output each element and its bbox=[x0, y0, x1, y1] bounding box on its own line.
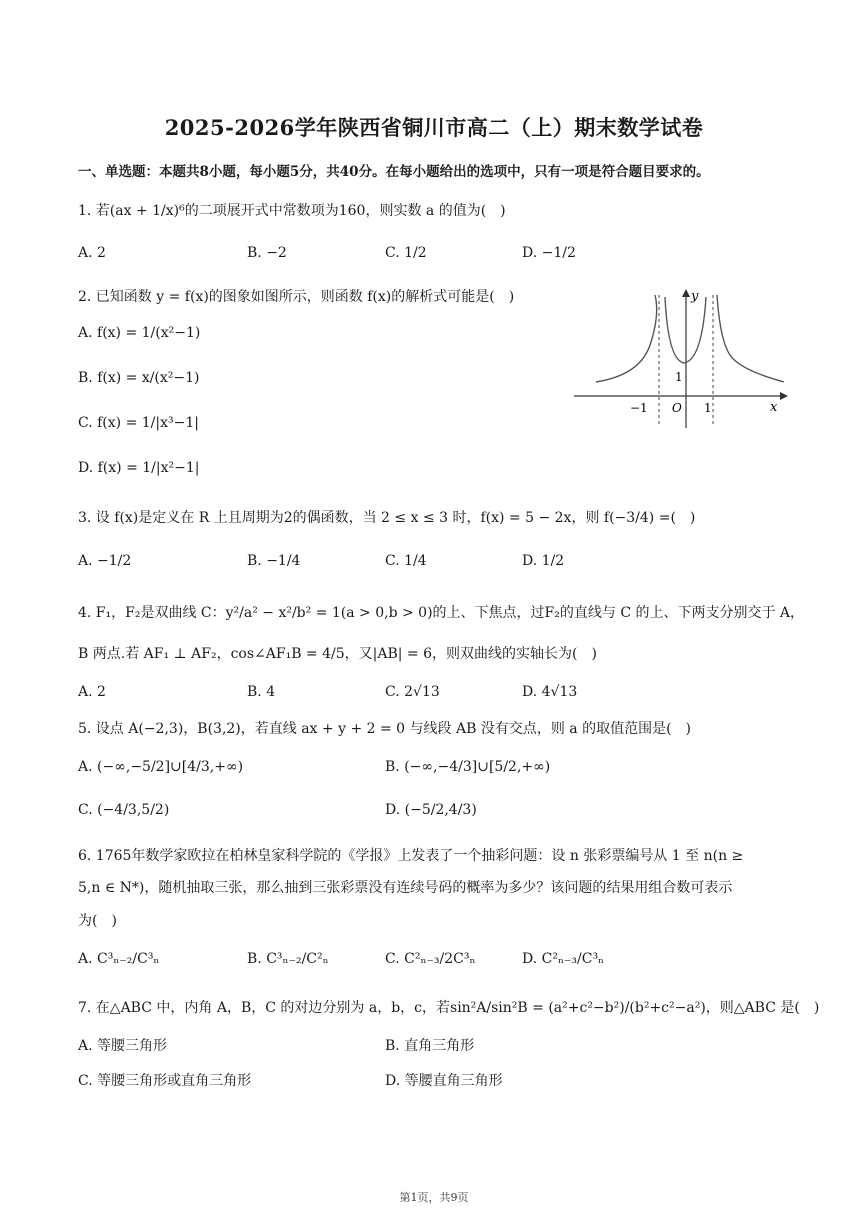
question-6-stem-line-2: 5,n ∈ N*)，随机抽取三张，那么抽到三张彩票没有连续号码的概率为多少？该问题的结果用组合数可表示 bbox=[78, 880, 733, 896]
one-y-label: 1 bbox=[675, 370, 683, 384]
question-5-option-b: B. (−∞,−4/3]∪[5/2,+∞) bbox=[385, 759, 551, 775]
x-axis-label: x bbox=[770, 400, 778, 415]
y-axis-label: y bbox=[691, 289, 699, 304]
curve-left-branch bbox=[596, 295, 657, 382]
question-3-option-b: B. −1/4 bbox=[247, 553, 301, 569]
function-graph bbox=[570, 285, 792, 430]
page-title: 2025-2026学年陕西省铜川市高二（上）期末数学试卷 bbox=[164, 115, 704, 140]
question-6-option-d: D. C²ₙ₋₃/C³ₙ bbox=[522, 951, 605, 967]
question-7-option-a: A. 等腰三角形 bbox=[78, 1038, 168, 1054]
question-7-option-c: C. 等腰三角形或直角三角形 bbox=[78, 1073, 252, 1089]
page-footer: 第1页，共9页 bbox=[399, 1191, 469, 1204]
question-4-stem-line-2: B 两点.若 AF₁ ⊥ AF₂，cos∠AF₁B = 4/5，又|AB| = 6，则双曲线的实轴长为( ) bbox=[78, 646, 597, 662]
question-5-stem: 5. 设点 A(−2,3)，B(3,2)，若直线 ax + y + 2 = 0 与线段 AB 没有交点，则 a 的取值范围是( ) bbox=[78, 721, 691, 737]
question-2-option-d: D. f(x) = 1/|x²−1| bbox=[78, 460, 200, 476]
question-6-option-a: A. C³ₙ₋₂/C³ₙ bbox=[78, 951, 160, 967]
question-4-stem-line-1: 4. F₁，F₂是双曲线 C：y²/a² − x²/b² = 1(a > 0,b > 0)的上、下焦点，过F₂的直线与 C 的上、下两支分别交于 A， bbox=[78, 605, 805, 621]
question-1-stem: 1. 若(ax + 1/x)⁶的二项展开式中常数项为160，则实数 a 的值为( ) bbox=[78, 203, 506, 219]
question-4-option-d: D. 4√13 bbox=[522, 684, 578, 700]
y-axis-arrow bbox=[682, 289, 690, 297]
question-3-option-a: A. −1/2 bbox=[78, 553, 132, 569]
question-3-stem: 3. 设 f(x)是定义在 R 上且周期为2的偶函数，当 2 ≤ x ≤ 3 时，f(x) = 5 − 2x，则 f(−3/4) =( ) bbox=[78, 510, 696, 526]
neg-one-label: −1 bbox=[630, 401, 648, 415]
question-5-option-d: D. (−5/2,4/3) bbox=[385, 802, 477, 818]
question-3-option-c: C. 1/4 bbox=[385, 553, 427, 569]
question-6-stem-line-1: 6. 1765年数学家欧拉在柏林皇家科学院的《学报》上发表了一个抽彩问题：设 n 张彩票编号从 1 至 n(n ≥ bbox=[78, 848, 744, 864]
question-1-option-b: B. −2 bbox=[247, 245, 287, 261]
question-1-option-c: C. 1/2 bbox=[385, 245, 427, 261]
question-2-stem: 2. 已知函数 y = f(x)的图象如图所示，则函数 f(x)的解析式可能是( ) bbox=[78, 289, 515, 305]
question-5-option-c: C. (−4/3,5/2) bbox=[78, 802, 170, 818]
question-4-option-a: A. 2 bbox=[78, 684, 106, 700]
question-4-option-b: B. 4 bbox=[247, 684, 276, 700]
question-6-option-b: B. C³ₙ₋₂/C²ₙ bbox=[247, 951, 329, 967]
x-axis-arrow bbox=[780, 392, 788, 400]
question-7-option-b: B. 直角三角形 bbox=[385, 1038, 475, 1054]
question-7-option-d: D. 等腰直角三角形 bbox=[385, 1073, 503, 1089]
question-5-option-a: A. (−∞,−5/2]∪[4/3,+∞) bbox=[78, 759, 244, 775]
question-4-option-c: C. 2√13 bbox=[385, 684, 440, 700]
origin-label: O bbox=[672, 401, 682, 415]
one-x-label: 1 bbox=[704, 401, 712, 415]
question-6-option-c: C. C²ₙ₋₃/2C³ₙ bbox=[385, 951, 476, 967]
curve-right-branch bbox=[717, 295, 784, 382]
question-2-option-a: A. f(x) = 1/(x²−1) bbox=[78, 325, 201, 341]
question-2-option-c: C. f(x) = 1/|x³−1| bbox=[78, 415, 199, 431]
section-header: 一、单选题：本题共8小题，每小题5分，共40分。在每小题给出的选项中，只有一项是符合题目要求的。 bbox=[78, 164, 710, 180]
question-3-option-d: D. 1/2 bbox=[522, 553, 565, 569]
question-1-option-a: A. 2 bbox=[78, 245, 106, 261]
question-6-stem-line-3: 为( ) bbox=[78, 913, 117, 929]
question-1-option-d: D. −1/2 bbox=[522, 245, 576, 261]
question-2-option-b: B. f(x) = x/(x²−1) bbox=[78, 370, 200, 386]
question-7-stem: 7. 在△ABC 中，内角 A，B，C 的对边分别为 a，b，c，若sin²A/sin²B = (a²+c²−b²)/(b²+c²−a²)，则△ABC 是( ) bbox=[78, 1000, 820, 1016]
